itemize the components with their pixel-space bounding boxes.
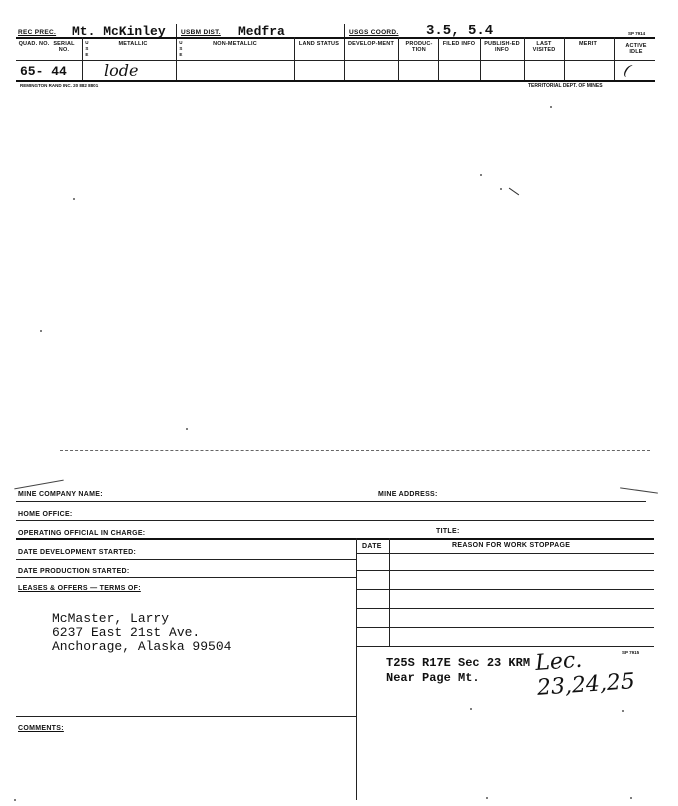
home-office-label: HOME OFFICE: <box>18 511 73 518</box>
owner-name: McMaster, Larry <box>52 611 170 626</box>
col-last-visited: LAST VISITED <box>532 41 556 53</box>
reason-column-header: REASON FOR WORK STOPPAGE <box>452 542 571 549</box>
usgs-coord-label: USGS COORD. <box>349 29 399 36</box>
form-number-top: SP 7914 <box>628 31 646 36</box>
col-serial: SERIAL NO. <box>53 41 75 53</box>
col-filed-info: FILED INFO <box>442 41 476 47</box>
leases-offers-label: LEASES & OFFERS — TERMS OF: <box>18 585 141 592</box>
title-label: TITLE: <box>436 528 460 535</box>
mine-address-label: MINE ADDRESS: <box>378 491 438 498</box>
comments-label: COMMENTS: <box>18 725 64 732</box>
operating-official-label: OPERATING OFFICIAL IN CHARGE: <box>18 530 146 537</box>
date-column-header: DATE <box>362 543 382 550</box>
col-merit: MERIT <box>578 41 598 47</box>
usbm-dist-value: Medfra <box>238 24 285 39</box>
owner-street: 6237 East 21st Ave. <box>52 625 201 640</box>
rec-prec-label: REC PREC. <box>18 29 57 36</box>
top-edge <box>60 450 650 451</box>
col-active-idle: ACTIVE IDLE <box>625 43 647 55</box>
printer-imprint: REMINGTON RAND INC. 20 882 8801 <box>20 83 99 88</box>
dept-imprint: TERRITORIAL DEPT. OF MINES <box>528 83 603 89</box>
date-development-label: DATE DEVELOPMENT STARTED: <box>18 549 137 556</box>
location-legal: T25S R17E Sec 23 KRM <box>386 656 531 670</box>
metallic-handwritten: lode <box>104 61 139 80</box>
date-production-label: DATE PRODUCTION STARTED: <box>18 568 130 575</box>
col-production: PRODUC-TION <box>405 41 433 53</box>
col-development: DEVELOP-MENT <box>347 41 395 47</box>
col-nonmetallic: NON-METALLIC <box>213 41 257 47</box>
usbm-dist-label: USBM DIST. <box>181 29 221 36</box>
form-number-bottom: SP 7915 <box>622 650 640 655</box>
col-metallic: METALLIC <box>118 41 148 47</box>
location-near: Near Page Mt. <box>386 671 480 685</box>
col-published-info: PUBLISH-ED INFO <box>484 41 520 53</box>
quad-serial-value: 65- 44 <box>20 64 67 79</box>
col-land-status: LAND STATUS <box>298 41 340 47</box>
location-handwritten-sections: Lec. 23,24,25 <box>534 647 636 701</box>
col-quad: QUAD. NO. <box>18 41 50 47</box>
owner-city: Anchorage, Alaska 99504 <box>52 639 232 654</box>
active-mark: ) <box>621 61 633 81</box>
col-metallic-code: U S E <box>85 40 89 57</box>
mine-company-name-label: MINE COMPANY NAME: <box>18 491 103 498</box>
usgs-coord-value: 3.5, 5.4 <box>426 23 494 39</box>
rec-prec-value: Mt. McKinley <box>72 24 166 39</box>
col-nonmetallic-code: U S E <box>179 40 183 57</box>
